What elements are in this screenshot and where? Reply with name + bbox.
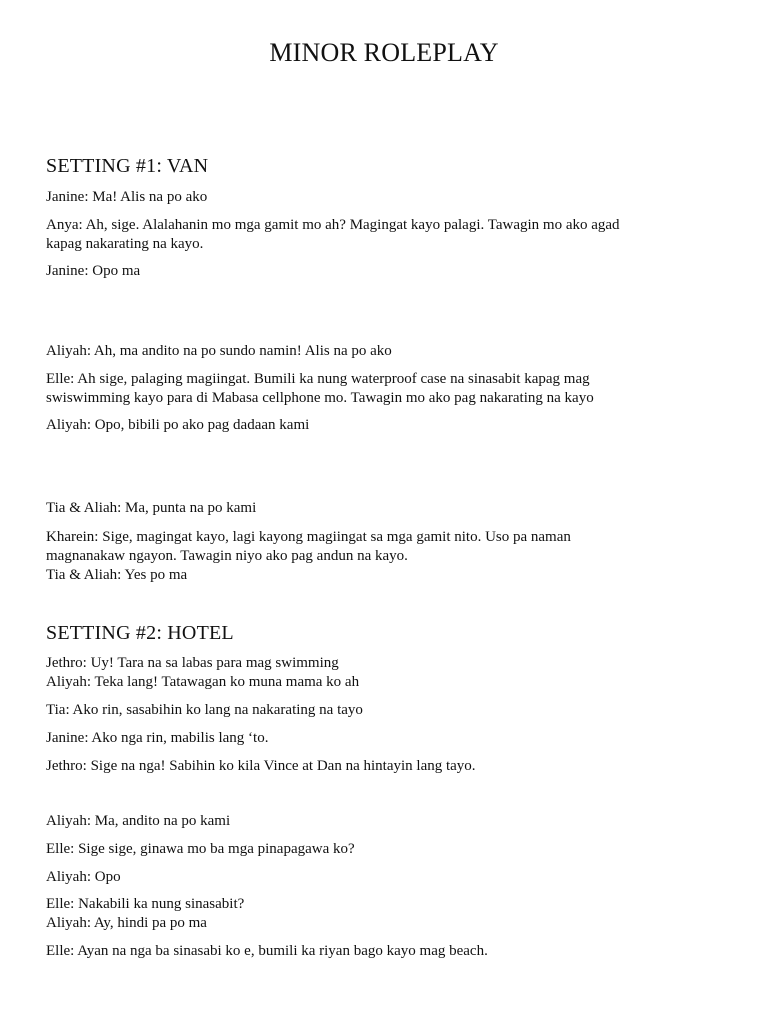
dialogue-line: Janine: Ako nga rin, mabilis lang ‘to.	[46, 730, 269, 746]
dialogue-line: Elle: Sige sige, ginawa mo ba mga pinapagawa ko?	[46, 841, 355, 857]
dialogue-line: Aliyah: Opo	[46, 869, 121, 885]
dialogue-line: Aliyah: Ma, andito na po kami	[46, 813, 231, 829]
dialogue-line: swiswimming kayo para di Mabasa cellphone mo. Tawagin mo ako pag nakarating na kayo	[46, 390, 594, 406]
dialogue-line: Tia & Aliah: Ma, punta na po kami	[46, 500, 257, 516]
setting-1-heading: SETTING #1: VAN	[46, 155, 209, 177]
document-title: MINOR ROLEPLAY	[269, 38, 499, 67]
setting-2-heading: SETTING #2: HOTEL	[46, 622, 234, 644]
dialogue-line: Elle: Ayan na nga ba sinasabi ko e, bumili ka riyan bago kayo mag beach.	[46, 943, 488, 959]
dialogue-line: Janine: Ma! Alis na po ako	[46, 189, 208, 205]
dialogue-line: Jethro: Sige na nga! Sabihin ko kila Vince at Dan na hintayin lang tayo.	[46, 758, 476, 774]
dialogue-line: Elle: Ah sige, palaging magiingat. Bumili ka nung waterproof case na sinasabit kapag mag	[46, 371, 590, 387]
dialogue-line: Aliyah: Teka lang! Tatawagan ko muna mama ko ah	[46, 674, 360, 690]
dialogue-line: Anya: Ah, sige. Alalahanin mo mga gamit mo ah? Magingat kayo palagi. Tawagin mo ako agad	[46, 217, 620, 233]
dialogue-line: Tia: Ako rin, sasabihin ko lang na nakarating na tayo	[46, 702, 363, 718]
dialogue-line: Tia & Aliah: Yes po ma	[46, 567, 188, 583]
dialogue-line: kapag nakarating na kayo.	[46, 236, 204, 252]
dialogue-line: Elle: Nakabili ka nung sinasabit?	[46, 896, 245, 912]
dialogue-line: Kharein: Sige, magingat kayo, lagi kayong magiingat sa mga gamit nito. Uso pa naman	[46, 529, 571, 545]
dialogue-line: Aliyah: Ay, hindi pa po ma	[46, 915, 207, 931]
dialogue-line: Aliyah: Ah, ma andito na po sundo namin! Alis na po ako	[46, 343, 392, 359]
dialogue-line: Janine: Opo ma	[46, 263, 141, 279]
dialogue-line: Jethro: Uy! Tara na sa labas para mag swimming	[46, 655, 339, 671]
dialogue-line: magnanakaw ngayon. Tawagin niyo ako pag andun na kayo.	[46, 548, 408, 564]
dialogue-line: Aliyah: Opo, bibili po ako pag dadaan kami	[46, 417, 310, 433]
